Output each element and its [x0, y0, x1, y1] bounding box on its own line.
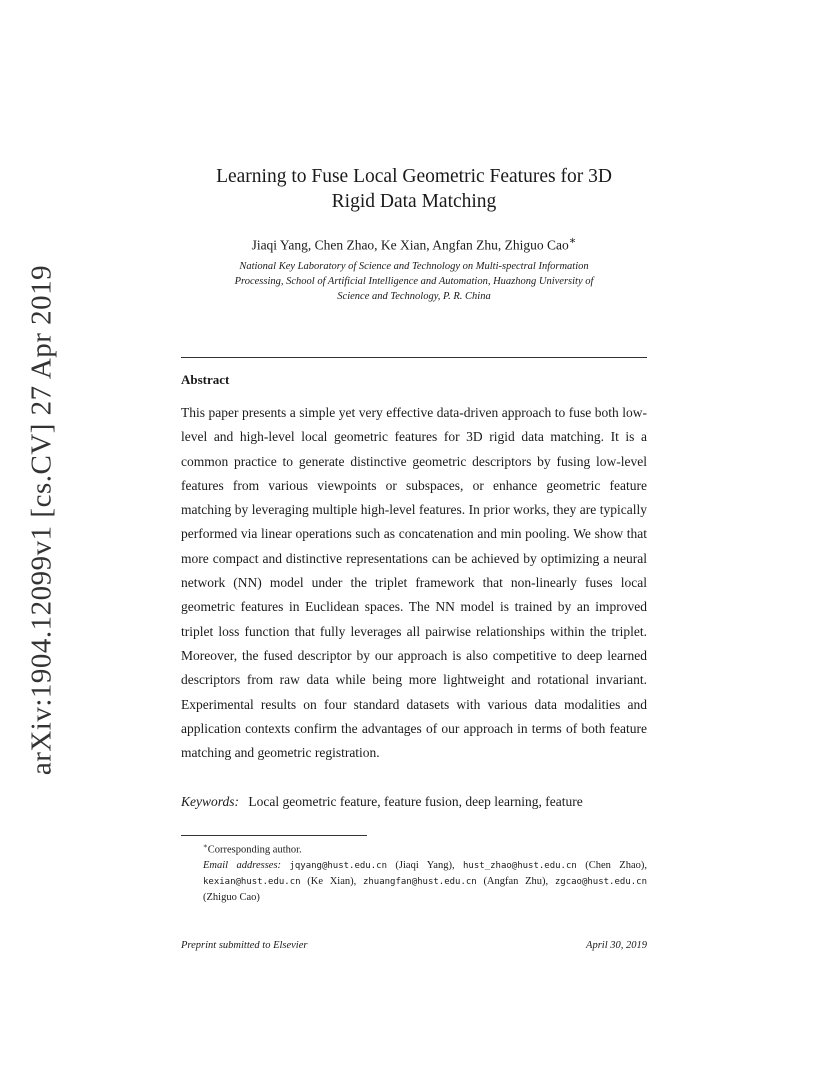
affiliation-line-3: Science and Technology, P. R. China [337, 291, 491, 302]
footnote [181, 839, 647, 905]
email-link-5[interactable]: zgcao@hust.edu.cn [554, 876, 647, 887]
title-line-2: Rigid Data Matching [331, 191, 497, 212]
authors-text: Jiaqi Yang, Chen Zhao, Ke Xian, Angfan Zhu, Zhiguo Cao [251, 237, 569, 253]
keywords-label: Keywords: [181, 794, 239, 809]
email-link-4[interactable]: zhuangfan@hust.edu.cn [362, 876, 477, 887]
author-list [160, 234, 668, 254]
email-label: Email addresses: [203, 859, 282, 871]
abstract-heading: Abstract [181, 372, 230, 387]
abstract-text: This paper presents a simple yet very effective data-driven approach to fuse both low-level and high-level local geometric features for 3D rigid data matching. It is a common practice to generate distinctive geometric descriptors by fusing low-level features from various viewpoints or subspaces, or enhance geometric feature matching by leveraging multiple high-level features. In prior works, they are typically performed via linear operations such as concatenation and min pooling. We show that more compact and distinctive representations can be achieved by optimizing a neural network (NN) model under the triplet framework that non-linearly fuses local geometric features in Euclidean spaces. The NN model is trained by an improved triplet loss function that fully leverages all pairwise relationships within the triplet. Moreover, the fused descriptor by our approach is also competitive to deep learned descriptors from raw data while being more lightweight and rotational invariant. Experimental results on four standard datasets with various data modalities and application contexts confirm the advantages of our approach in terms of both feature matching and geometric registration. [181, 405, 647, 761]
corresponding-mark: ∗ [568, 235, 577, 247]
email-link-1[interactable]: jqyang@hust.edu.cn [289, 860, 387, 871]
title-line-1: Learning to Fuse Local Geometric Features for 3D [216, 166, 612, 187]
submission-date: April 30, 2019 [586, 940, 647, 951]
affiliation-line-1: National Key Laboratory of Science and Technology on Multi-spectral Information [239, 261, 589, 272]
email-name-2: (Chen Zhao), [585, 859, 648, 871]
footnote-rule [181, 835, 367, 836]
corresponding-text: Corresponding author. [207, 844, 302, 856]
email-name-3: (Ke Xian), [307, 875, 357, 887]
email-link-3[interactable]: kexian@hust.edu.cn [203, 876, 301, 887]
paper-title [160, 164, 668, 214]
affiliation-line-2: Processing, School of Artificial Intelligence and Automation, Huazhong University of [234, 276, 594, 287]
footnote-corresponding [181, 839, 647, 858]
email-name-5: (Zhiguo Cao) [203, 891, 260, 903]
email-name-1: (Jiaqi Yang), [395, 859, 455, 871]
keywords-text: Local geometric feature, feature fusion, deep learning, feature [248, 794, 583, 809]
keywords [181, 794, 647, 810]
email-name-4: (Angfan Zhu), [483, 875, 549, 887]
page-footer [181, 940, 647, 951]
affiliation [195, 259, 633, 304]
footnote-emails [181, 858, 647, 905]
abstract-top-rule [181, 357, 647, 358]
email-link-2[interactable]: hust_zhao@hust.edu.cn [463, 860, 577, 871]
preprint-note: Preprint submitted to Elsevier [181, 940, 308, 951]
footnote-mark: ∗ [203, 842, 208, 850]
arxiv-identifier: arXiv:1904.12099v1 [cs.CV] 27 Apr 2019 [25, 264, 58, 776]
